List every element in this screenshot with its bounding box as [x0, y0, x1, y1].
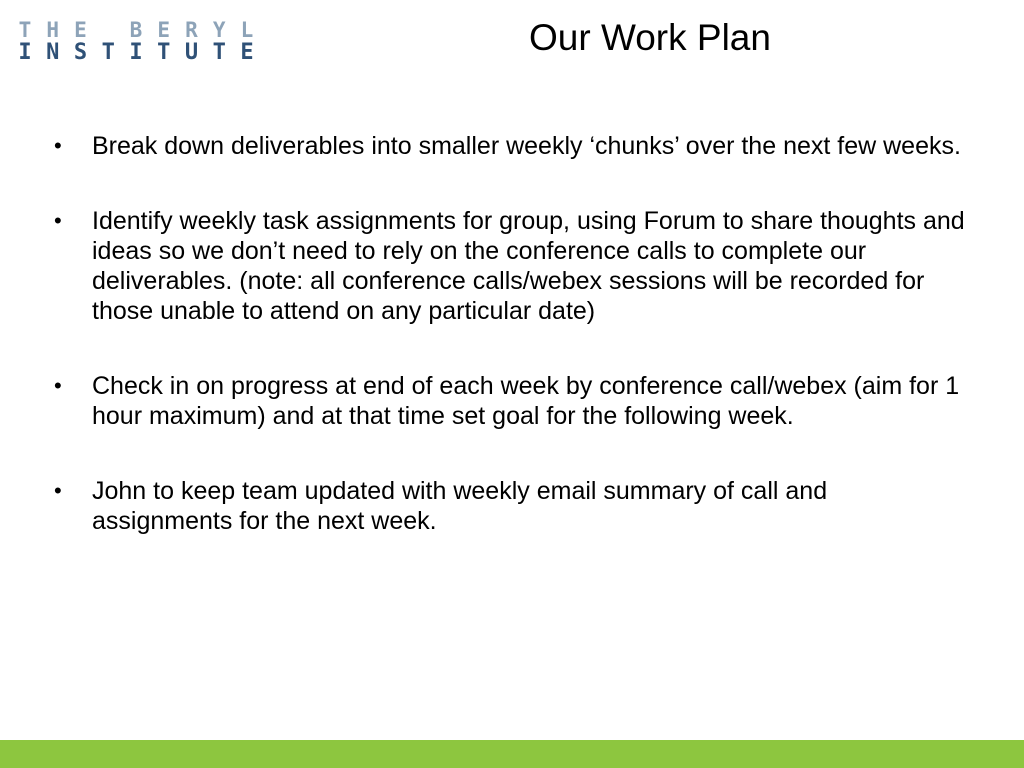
logo-letter: E	[157, 18, 171, 42]
logo-letter: T	[101, 40, 115, 65]
bullet-dot-icon: •	[54, 373, 62, 398]
bullet-item	[54, 206, 974, 326]
bullet-dot-icon: •	[54, 133, 62, 158]
logo-letter: N	[46, 40, 60, 65]
bullet-text: John to keep team updated with weekly email summary of call and assignments for the next week.	[92, 477, 828, 535]
logo-letter: U	[184, 40, 199, 65]
logo-letter: S	[73, 40, 88, 65]
logo-line-the-beryl	[18, 19, 254, 42]
bullet-dot-icon: •	[54, 478, 62, 503]
logo-letter: R	[185, 18, 198, 42]
logo-letter: E	[74, 18, 87, 42]
bullet-dot-icon: •	[54, 208, 62, 233]
logo-letter: B	[129, 18, 143, 42]
beryl-institute-logo	[18, 19, 258, 67]
bullet-text: Break down deliverables into smaller weekly ‘chunks’ over the next few weeks.	[92, 132, 961, 160]
bullet-item	[54, 131, 974, 161]
slide-title: Our Work Plan	[529, 17, 771, 58]
logo-letter	[101, 19, 115, 42]
bullet-list	[54, 131, 974, 581]
bullet-item	[54, 476, 974, 536]
logo-letter: E	[240, 40, 254, 65]
logo-letter: I	[129, 40, 143, 65]
logo-letter: T	[157, 40, 171, 65]
logo-letter: I	[18, 40, 32, 65]
logo-letter: L	[240, 18, 254, 42]
logo-letter: H	[46, 18, 60, 42]
bullet-text: Check in on progress at end of each week by conference call/webex (aim for 1 hour maximum) and at that time set goal for the following week.	[92, 372, 960, 430]
logo-letter: Y	[212, 18, 226, 42]
bullet-text: Identify weekly task assignments for group, using Forum to share thoughts and ideas so we don’t need to rely on the conference calls to complete our deliverables. (note: all conference calls/webex sessions will be recorded for those unable to attend on any particular date)	[92, 207, 965, 325]
logo-letter: T	[18, 18, 32, 42]
logo-letter: T	[212, 40, 226, 65]
bullet-item	[54, 371, 974, 431]
logo-line-institute	[18, 42, 254, 65]
footer-bar	[0, 740, 1024, 768]
